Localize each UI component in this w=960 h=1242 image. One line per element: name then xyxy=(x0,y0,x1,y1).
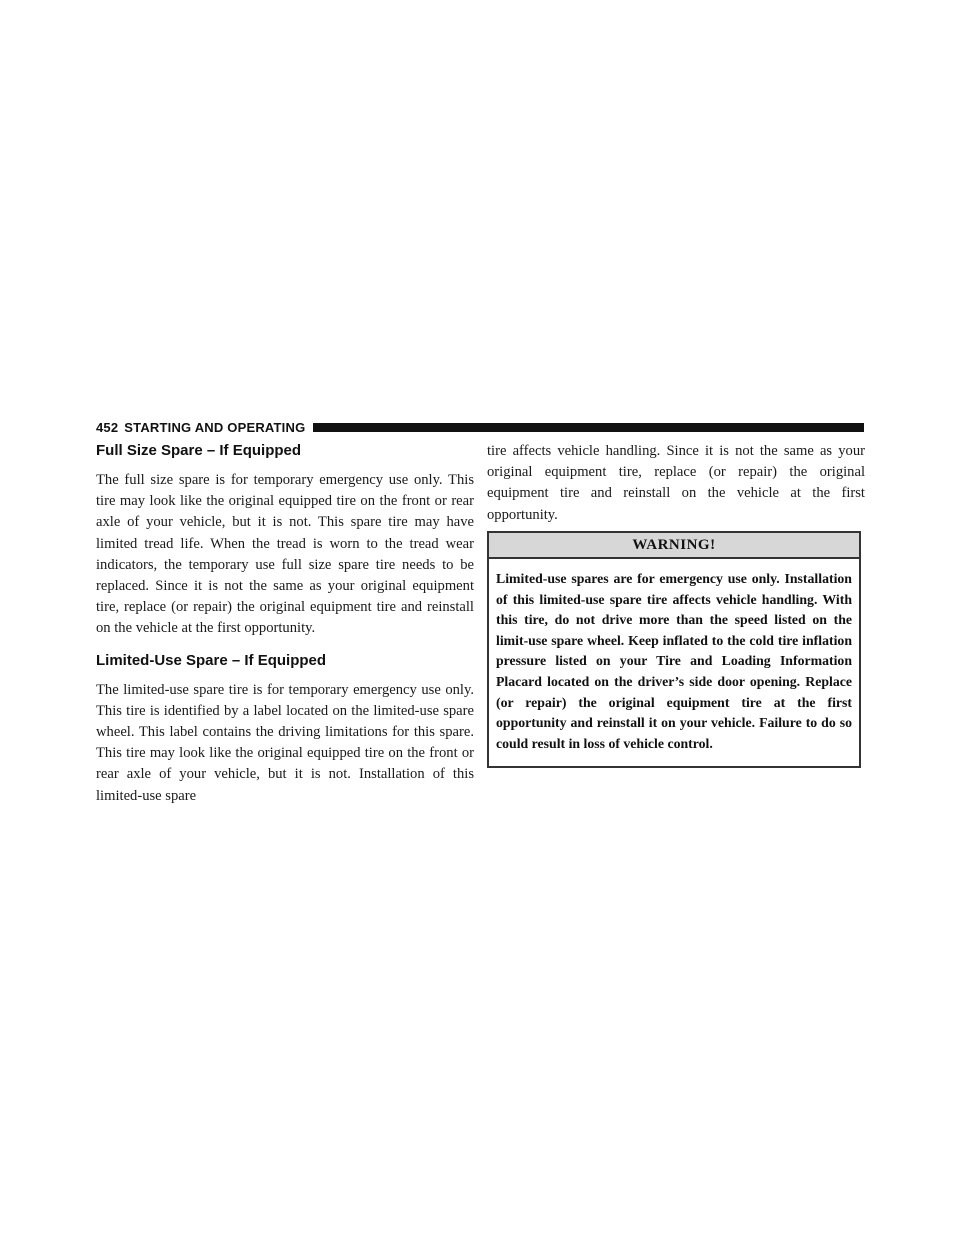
warning-box xyxy=(487,531,861,768)
header-rule xyxy=(313,423,864,432)
warning-title: WARNING! xyxy=(489,533,859,559)
paragraph-continued: tire affects vehicle handling. Since it is not the same as your original equipment tire, replace (or repair) the original equipment tire and reinstall on the vehicle at the first opportunity. xyxy=(487,443,865,523)
left-column xyxy=(96,442,474,807)
paragraph-full-size-spare: The full size spare is for temporary emergency use only. This tire may look like the original equipped tire on the front or rear axle of your vehicle, but it is not. This spare tire may have limited tread life. When the tread is worn to the tread wear indicators, the temporary use full size spare tire needs to be replaced. Since it is not the same as your original equipment tire, replace (or repair) the original equipment tire and reinstall on the vehicle at the first opportunity. xyxy=(96,472,474,637)
warning-text: Limited-use spares are for emergency use only. Installation of this limited-use spare tire affects vehicle handling. With this tire, do not drive more than the speed listed on the limit-use spare wheel. Keep inflated to the cold tire inflation pressure listed on your Tire and Loading Information Placard located on the driver’s side door opening. Replace (or repair) the original equipment tire at the first opportunity and reinstall it on your vehicle. Failure to do so could result in loss of vehicle control. xyxy=(496,571,852,751)
section-title: STARTING AND OPERATING xyxy=(124,419,306,435)
page-number: 452 xyxy=(96,419,119,435)
heading-full-size-spare: Full Size Spare – If Equipped xyxy=(96,442,302,459)
paragraph-limited-use-spare: The limited-use spare tire is for temporary emergency use only. This tire is identified by a label located on the limited-use spare wheel. This label contains the driving limitations for this spare. This tire may look like the original equipped tire on the front or rear axle of your vehicle, but it is not. Installation of this limited-use spare xyxy=(96,681,474,804)
right-column xyxy=(487,442,865,526)
page-header xyxy=(96,418,864,436)
heading-limited-use-spare: Limited-Use Spare – If Equipped xyxy=(96,651,327,669)
